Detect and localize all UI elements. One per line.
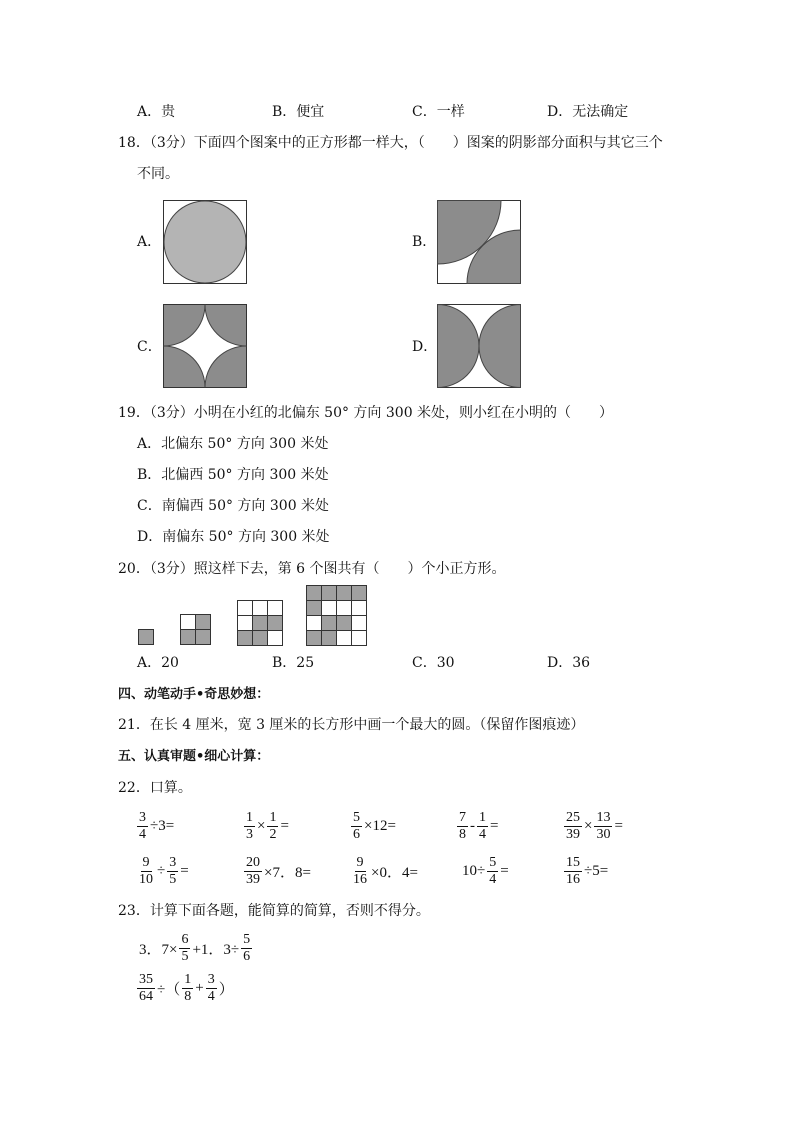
q22-expr-9: 10÷ $\frac{5}{4}$ = [462,855,509,888]
q18-figure-a [163,200,247,284]
q18-figure-b [437,200,521,284]
q20-option-c: C．30 [412,655,455,671]
q22-expr-4: $\frac{7}{8}$ - $\frac{1}{4}$ = [459,810,499,843]
q21-stem: 21．在长 4 厘米，宽 3 厘米的长方形中画一个最大的圆。（保留作图痕迹） [118,717,585,733]
q22-expr-10: $\frac{15}{16}$ ÷5= [566,855,609,888]
q20-figure-1 [138,629,154,645]
q20-stem: 20．（3分）照这样下去，第 6 个图共有（ ）个小正方形。 [118,561,506,577]
q22-expr-3: $\frac{5}{6}$ ×12= [353,810,396,843]
q18-label-b: B． [412,234,437,250]
q23-expr-1: 3．7× $\frac{6}{5}$ +1．3÷ $\frac{5}{6}$ [139,932,251,965]
q22-stem: 22．口算。 [118,780,192,796]
q20-option-a: A．20 [137,655,179,671]
q19-option-a: A．北偏东 50° 方向 300 米处 [137,436,329,452]
q18-stem: 18．（3分）下面四个图案中的正方形都一样大，（ ）图案的阴影部分面积与其它三个 [118,135,663,151]
section-5-title: 五、认真审题•细心计算： [118,749,270,764]
q20-option-b: B．25 [272,655,315,671]
q19-option-d: D．南偏东 50° 方向 300 米处 [137,529,330,545]
q18-label-a: A． [137,234,162,250]
q19-option-c: C．南偏西 50° 方向 300 米处 [137,498,330,514]
q22-expr-6: $\frac{9}{10}$ ÷ $\frac{3}{5}$ = [139,855,189,888]
q18-figure-d [437,304,521,388]
q23-stem: 23．计算下面各题，能简算的简算，否则不得分。 [118,903,430,919]
q20-figure-4 [306,585,368,647]
q17-option-d: D．无法确定 [547,104,629,120]
q22-expr-7: $\frac{20}{39}$ ×7．8= [246,855,311,888]
q19-stem: 19．（3分）小明在小红的北偏东 50° 方向 300 米处，则小红在小明的（ ） [118,405,614,421]
q22-expr-8: $\frac{9}{16}$ ×0．4= [353,855,418,888]
q20-option-d: D．36 [547,655,591,671]
q22-expr-5: $\frac{25}{39}$ × $\frac{13}{30}$ = [566,810,623,843]
q17-option-a: A．贵 [137,104,176,120]
q18-label-d: D． [412,339,438,355]
q18-stem-continued: 不同。 [137,166,179,182]
q23-expr-2: $\frac{35}{64}$ ÷（ $\frac{1}{8}$ + $\frac{3}{4}$ ） [139,972,234,1005]
q18-label-c: C． [137,339,162,355]
q17-option-c: C．一样 [412,104,465,120]
q22-expr-2: $\frac{1}{3}$ × $\frac{1}{2}$ = [246,810,289,843]
q17-option-b: B．便宜 [272,104,325,120]
q18-figure-c [163,304,247,388]
q22-expr-1: $\frac{3}{4}$ ÷3= [139,810,175,843]
q20-figure-3 [237,600,284,647]
q20-figure-2 [180,614,212,646]
q19-option-b: B．北偏西 50° 方向 300 米处 [137,467,329,483]
section-4-title: 四、动笔动手•奇思妙想： [118,687,270,702]
